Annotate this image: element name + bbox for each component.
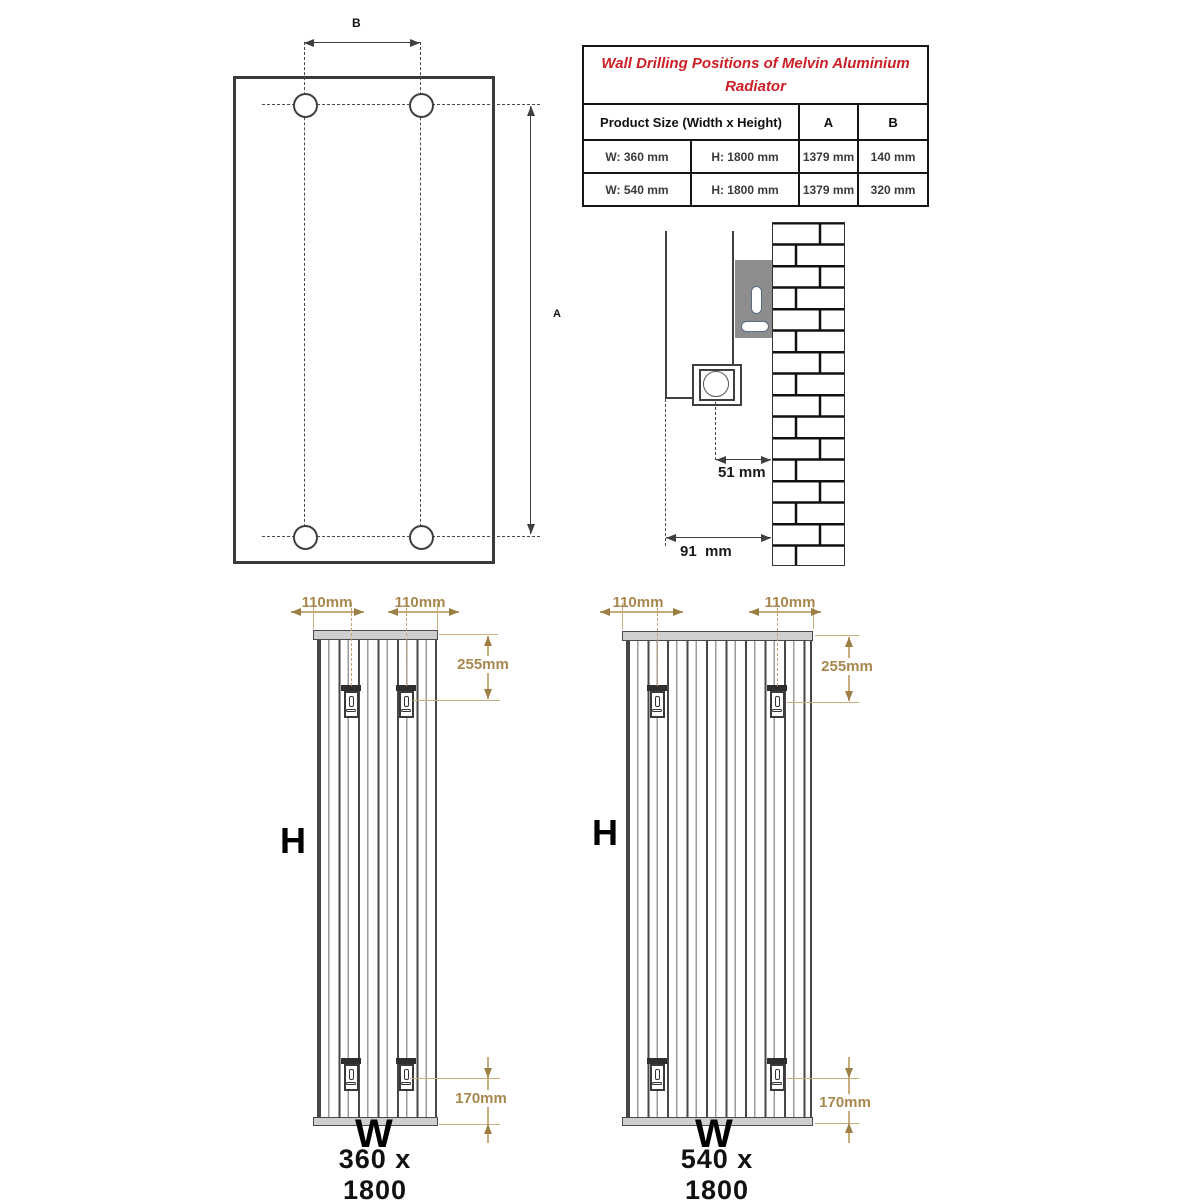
arrowhead [484, 636, 492, 646]
arrowhead [845, 1068, 853, 1078]
table-row [583, 173, 928, 206]
arrowhead [845, 1123, 853, 1133]
arrowhead [527, 106, 535, 116]
height-label: H [280, 820, 306, 861]
wall-bracket [767, 685, 787, 718]
bracket-plate [344, 691, 359, 718]
dimension-label-110mm: 110mm [301, 594, 353, 611]
width-label: W [695, 1112, 733, 1156]
arrowhead [410, 39, 420, 47]
arrowhead [761, 456, 771, 464]
wall-bracket [341, 1058, 361, 1091]
extension-line [406, 603, 407, 686]
dimension-line [666, 537, 771, 538]
arrowhead [749, 608, 759, 616]
table-header-b: B [858, 104, 928, 140]
arrowhead [484, 1124, 492, 1134]
cell-height: H: 1800 mm [691, 173, 799, 206]
arrowhead [716, 456, 726, 464]
extension-line [413, 700, 500, 701]
wall-bracket [396, 1058, 416, 1091]
extension-line [777, 603, 778, 686]
radiator-profile-line [665, 231, 667, 399]
extension-line [665, 399, 666, 546]
bracket-plate [344, 1064, 359, 1091]
bracket-foot-icon [401, 1082, 411, 1085]
drill-hole [409, 93, 434, 118]
dimension-line-b [304, 42, 420, 43]
extension-line [351, 603, 352, 686]
arrowhead [304, 39, 314, 47]
dimension-label-b: B [352, 16, 361, 30]
table-header-product: Product Size (Width x Height) [583, 104, 799, 140]
bracket-slot-icon [775, 1069, 780, 1080]
extension-line [787, 702, 859, 703]
wall-bracket [396, 685, 416, 718]
bracket-slot-icon [349, 1069, 354, 1080]
cell-width: W: 360 mm [583, 140, 691, 173]
table-header-a: A [799, 104, 858, 140]
bracket-slot-icon [741, 321, 769, 332]
bracket-foot-icon [346, 709, 356, 712]
bracket-foot-icon [772, 1082, 782, 1085]
arrowhead [484, 1068, 492, 1078]
extension-line [439, 634, 498, 635]
dimension-label-255mm: 255mm [452, 656, 514, 673]
radiator-profile-line [732, 231, 734, 365]
radiator-top-cap [622, 631, 813, 641]
bracket-foot-icon [772, 709, 782, 712]
bracket-plate [770, 1064, 785, 1091]
cell-a: 1379 mm [799, 140, 858, 173]
dimension-label-110mm: 110mm [764, 594, 816, 611]
dimension-label-51mm: 51 mm [718, 464, 766, 481]
arrowhead [527, 524, 535, 534]
size-label: 540 x 1800 [680, 1144, 754, 1200]
dimension-label-110mm: 110mm [394, 594, 446, 611]
dimension-label-255mm: 255mm [816, 658, 878, 675]
dimension-label-a: A [553, 308, 561, 320]
drill-hole [409, 525, 434, 550]
dimension-line [600, 611, 683, 613]
table-row [583, 140, 928, 173]
extension-line [657, 603, 658, 686]
bracket-foot-icon [401, 709, 411, 712]
radiator-outline [233, 76, 495, 564]
brick-wall [772, 222, 845, 566]
bracket-foot-icon [652, 709, 662, 712]
arrowhead [673, 608, 683, 616]
arrowhead [845, 691, 853, 701]
drill-positions-table [582, 45, 929, 207]
bracket-plate [770, 691, 785, 718]
mounting-bracket-side [735, 260, 772, 338]
wall-bracket [341, 685, 361, 718]
bracket-slot-icon [655, 696, 660, 707]
radiator-fins [317, 640, 437, 1117]
radiator-top-cap [313, 630, 438, 640]
bracket-slot-icon [404, 696, 409, 707]
wall-bracket [647, 1058, 667, 1091]
dimension-label-170mm: 170mm [814, 1094, 876, 1111]
dimension-label-170mm: 170mm [450, 1090, 512, 1107]
cell-a: 1379 mm [799, 173, 858, 206]
bracket-slot-icon [404, 1069, 409, 1080]
bracket-slot-icon [775, 696, 780, 707]
dimension-label-110mm: 110mm [612, 594, 664, 611]
dimension-line-a [530, 106, 531, 534]
arrowhead [761, 534, 771, 542]
bracket-foot-icon [652, 1082, 662, 1085]
drill-hole [293, 93, 318, 118]
cell-b: 140 mm [858, 140, 928, 173]
radiator-profile-line [665, 397, 695, 399]
size-label: 360 x 1800 [338, 1144, 412, 1200]
extension-line [815, 635, 859, 636]
arrowhead [484, 689, 492, 699]
arrowhead [845, 637, 853, 647]
bracket-plate [650, 1064, 665, 1091]
pipe-icon [703, 371, 729, 397]
arrowhead [449, 608, 459, 616]
cell-width: W: 540 mm [583, 173, 691, 206]
drill-hole [293, 525, 318, 550]
arrowhead [666, 534, 676, 542]
width-label: W [355, 1112, 393, 1156]
bracket-foot-icon [346, 1082, 356, 1085]
dimension-label-91mm: 91 mm [680, 543, 732, 560]
bracket-slot-icon [349, 696, 354, 707]
table-title: Wall Drilling Positions of Melvin Aluminium Radiator [583, 46, 928, 104]
bracket-plate [399, 691, 414, 718]
wall-bracket [767, 1058, 787, 1091]
bracket-plate [650, 691, 665, 718]
cell-b: 320 mm [858, 173, 928, 206]
wall-bracket [647, 685, 667, 718]
height-label: H [592, 812, 618, 853]
bracket-slot-icon [751, 286, 762, 314]
extension-line [715, 402, 716, 460]
cell-height: H: 1800 mm [691, 140, 799, 173]
bracket-slot-icon [655, 1069, 660, 1080]
